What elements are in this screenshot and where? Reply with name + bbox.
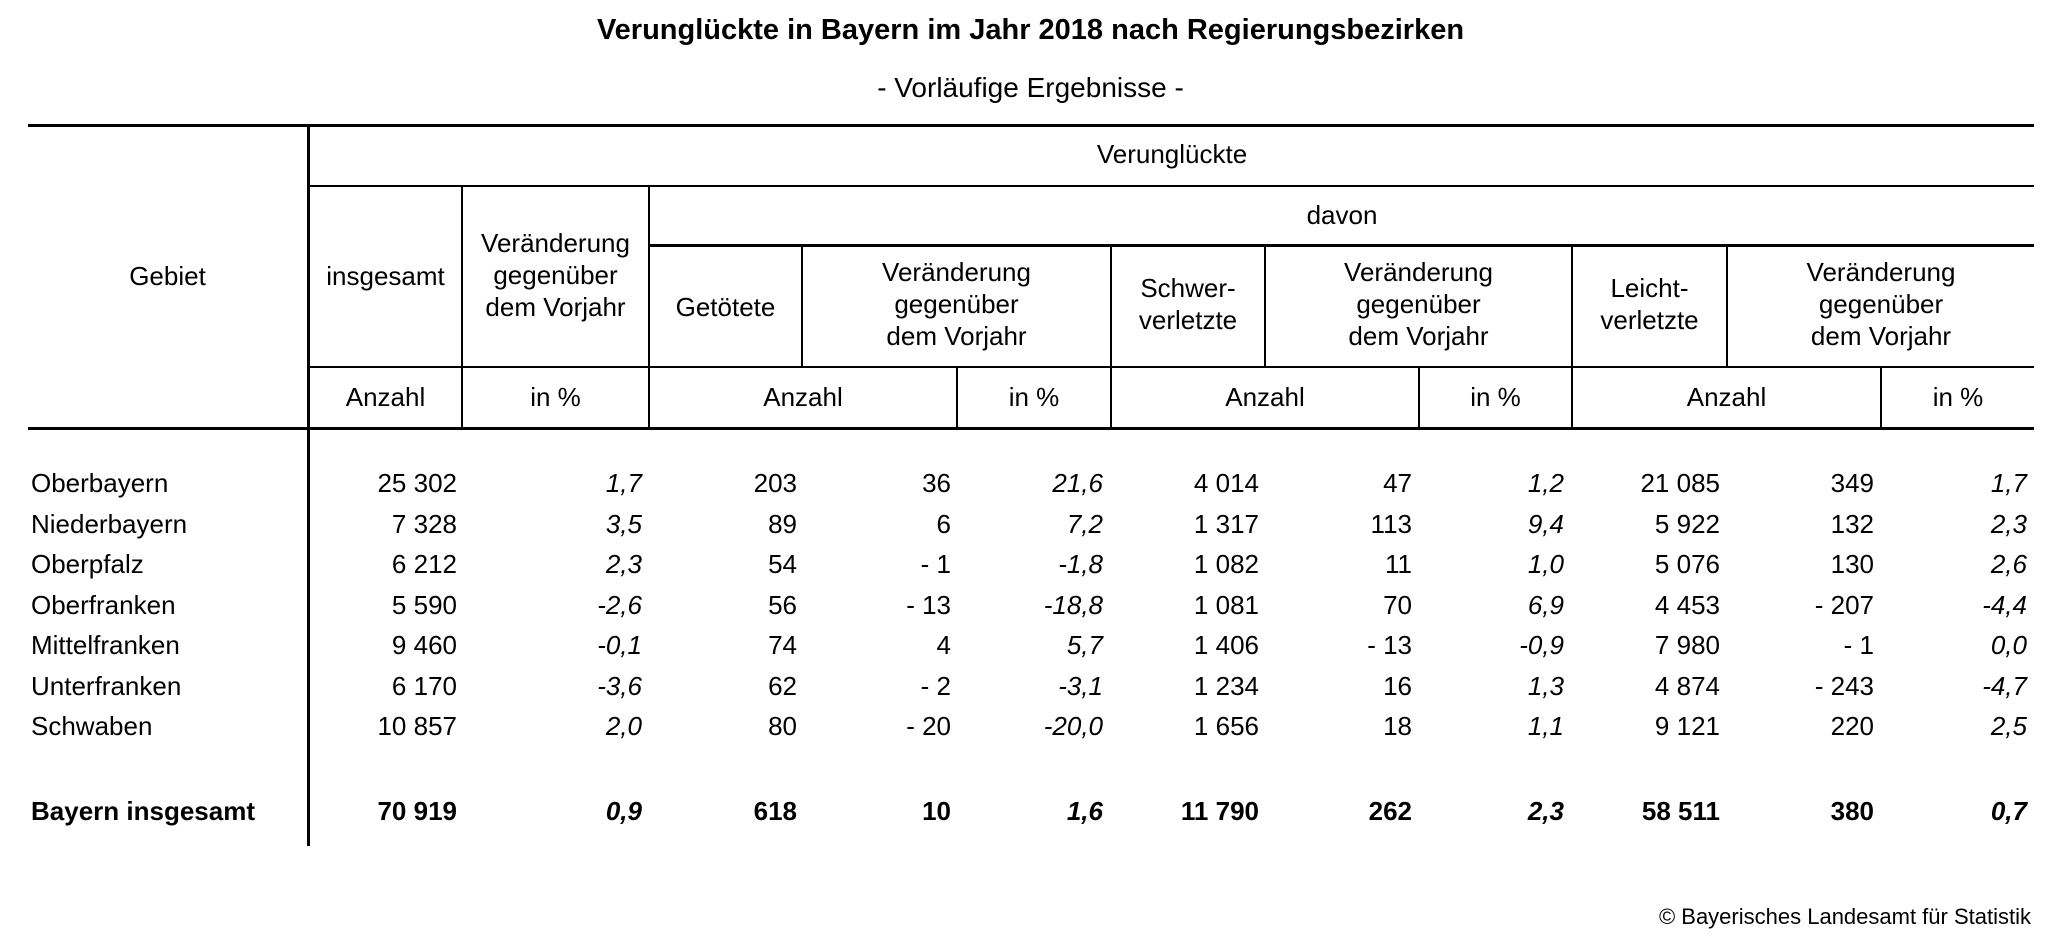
row-label: Unterfranken: [31, 671, 182, 701]
cell-get-pct: -20,0: [1043, 711, 1103, 741]
row-label: Oberfranken: [31, 590, 176, 620]
cell-getoetete: 89: [768, 509, 797, 539]
total-cell-insgesamt: 70 919: [377, 796, 457, 826]
cell-ins-pct: -2,6: [597, 590, 642, 620]
cell-schwer-pct: 1,2: [1527, 468, 1564, 498]
unit-pct-insgesamt: in %: [530, 382, 581, 412]
row-label: Schwaben: [31, 711, 153, 741]
cell-insgesamt: 25 302: [377, 468, 457, 498]
cell-schwer-diff: 11: [1385, 549, 1412, 579]
cell-schwer-pct: 1,1: [1527, 711, 1564, 741]
header-veraenderung-insgesamt: Veränderung gegenüber dem Vorjahr: [481, 228, 630, 322]
cell-get-diff: - 13: [906, 590, 951, 620]
header-davon: davon: [1306, 200, 1378, 230]
rule-units: [309, 366, 2034, 368]
header-getoetete: Getötete: [675, 292, 776, 322]
cell-leicht-pct: 0,0: [1990, 630, 2027, 660]
cell-ins-pct: 2,0: [605, 711, 642, 741]
cell-schwer: 1 081: [1193, 590, 1259, 620]
row-label: Mittelfranken: [31, 630, 180, 660]
cell-schwer-diff: - 13: [1367, 630, 1412, 660]
cell-schwer-pct: 1,3: [1527, 671, 1564, 701]
cell-getoetete: 203: [753, 468, 797, 498]
cell-getoetete: 56: [768, 590, 797, 620]
unit-anzahl-insgesamt: Anzahl: [345, 382, 426, 412]
cell-leicht-pct: 2,3: [1990, 509, 2027, 539]
total-cell-schwer-diff: 262: [1368, 796, 1412, 826]
header-leichtverletzte: Leicht- verletzte: [1600, 273, 1699, 335]
cell-insgesamt: 10 857: [377, 711, 457, 741]
cell-leicht: 9 121: [1654, 711, 1720, 741]
header-verunglueckte: Verunglückte: [1096, 139, 1248, 169]
cell-get-pct: -3,1: [1058, 671, 1103, 701]
cell-get-diff: 4: [936, 630, 951, 660]
total-cell-get-diff: 10: [922, 796, 951, 826]
cell-leicht-pct: 2,6: [1990, 549, 2027, 579]
row-label: Niederbayern: [31, 509, 188, 539]
cell-insgesamt: 6 170: [391, 671, 457, 701]
cell-schwer: 1 082: [1193, 549, 1259, 579]
cell-getoetete: 54: [768, 549, 797, 579]
cell-leicht-pct: -4,7: [1982, 671, 2027, 701]
row-label: Oberpfalz: [31, 549, 144, 579]
rule-header-bottom: [28, 427, 2034, 430]
cell-ins-pct: -3,6: [597, 671, 642, 701]
cell-schwer: 4 014: [1193, 468, 1259, 498]
header-veraenderung-schwer: Veränderung gegenüber dem Vorjahr: [1344, 257, 1493, 351]
cell-leicht-pct: 1,7: [1990, 468, 2027, 498]
header-schwerverletzte: Schwer- verletzte: [1138, 273, 1238, 335]
cell-ins-pct: 2,3: [605, 549, 642, 579]
cell-leicht-diff: - 1: [1843, 630, 1874, 660]
cell-get-diff: - 2: [920, 671, 951, 701]
cell-leicht-diff: - 207: [1814, 590, 1874, 620]
rule-davon: [650, 244, 2034, 247]
rule-gebiet-separator: [307, 124, 310, 846]
cell-insgesamt: 7 328: [391, 509, 457, 539]
total-cell-ins-pct: 0,9: [605, 796, 642, 826]
unit-anzahl-getoetete: Anzahl: [763, 382, 843, 412]
cell-insgesamt: 6 212: [391, 549, 457, 579]
cell-leicht: 5 076: [1654, 549, 1720, 579]
total-row-label: Bayern insgesamt: [31, 796, 255, 826]
cell-schwer: 1 406: [1193, 630, 1259, 660]
unit-pct-leicht: in %: [1932, 382, 1984, 412]
cell-get-pct: 7,2: [1066, 509, 1103, 539]
total-cell-leicht-diff: 380: [1830, 796, 1874, 826]
total-cell-schwer-pct: 2,3: [1527, 796, 1564, 826]
total-cell-get-pct: 1,6: [1066, 796, 1103, 826]
cell-leicht: 5 922: [1654, 509, 1720, 539]
rule-top: [28, 124, 2034, 127]
header-veraenderung-getoetete: Veränderung gegenüber dem Vorjahr: [882, 257, 1031, 351]
cell-leicht: 4 453: [1654, 590, 1720, 620]
cell-schwer-diff: 18: [1383, 711, 1412, 741]
cell-leicht-pct: 2,5: [1990, 711, 2027, 741]
cell-schwer-diff: 70: [1383, 590, 1412, 620]
cell-schwer-diff: 113: [1370, 509, 1412, 539]
total-cell-getoetete: 618: [753, 796, 797, 826]
row-label: Oberbayern: [31, 468, 169, 498]
unit-pct-schwer: in %: [1470, 382, 1521, 412]
cell-leicht: 7 980: [1654, 630, 1720, 660]
cell-get-pct: -1,8: [1058, 549, 1103, 579]
cell-get-diff: 6: [936, 509, 951, 539]
cell-ins-pct: -0,1: [597, 630, 642, 660]
total-cell-leicht-pct: 0,7: [1990, 796, 2027, 826]
cell-leicht: 4 874: [1654, 671, 1720, 701]
table-subtitle: - Vorläufige Ergebnisse -: [877, 72, 1184, 103]
cell-schwer-pct: 9,4: [1527, 509, 1564, 539]
cell-leicht-diff: 349: [1830, 468, 1874, 498]
cell-get-diff: - 20: [906, 711, 951, 741]
cell-schwer-diff: 47: [1383, 468, 1412, 498]
unit-anzahl-schwer: Anzahl: [1225, 382, 1305, 412]
cell-schwer-diff: 16: [1383, 671, 1412, 701]
cell-getoetete: 62: [768, 671, 797, 701]
cell-schwer: 1 656: [1193, 711, 1259, 741]
unit-pct-getoetete: in %: [1008, 382, 1060, 412]
cell-get-pct: 21,6: [1052, 468, 1103, 498]
cell-leicht-diff: 132: [1830, 509, 1874, 539]
rule-verunglueckte: [309, 185, 2034, 187]
cell-ins-pct: 3,5: [605, 509, 642, 539]
cell-ins-pct: 1,7: [605, 468, 642, 498]
cell-leicht-diff: 130: [1830, 549, 1874, 579]
cell-schwer-pct: -0,9: [1519, 630, 1564, 660]
cell-leicht: 21 085: [1640, 468, 1720, 498]
total-cell-leicht: 58 511: [1641, 796, 1720, 826]
header-veraenderung-leicht: Veränderung gegenüber dem Vorjahr: [1806, 257, 1956, 351]
cell-schwer-pct: 6,9: [1527, 590, 1564, 620]
cell-leicht-pct: -4,4: [1982, 590, 2027, 620]
cell-schwer: 1 317: [1193, 509, 1259, 539]
cell-schwer: 1 234: [1193, 671, 1259, 701]
cell-getoetete: 74: [768, 630, 797, 660]
cell-insgesamt: 5 590: [391, 590, 457, 620]
cell-get-diff: - 1: [920, 549, 951, 579]
cell-schwer-pct: 1,0: [1527, 549, 1564, 579]
cell-leicht-diff: 220: [1830, 711, 1874, 741]
table-title: Verunglückte in Bayern im Jahr 2018 nach Regierungsbezirken: [596, 14, 1465, 46]
copyright: © Bayerisches Landesamt für Statistik: [1658, 904, 2031, 929]
unit-anzahl-leicht: Anzahl: [1686, 382, 1767, 412]
header-insgesamt: insgesamt: [326, 261, 445, 291]
cell-insgesamt: 9 460: [391, 630, 457, 660]
cell-leicht-diff: - 243: [1814, 671, 1874, 701]
cell-get-pct: -18,8: [1043, 590, 1103, 620]
total-cell-schwer: 11 790: [1180, 796, 1259, 826]
cell-getoetete: 80: [768, 711, 797, 741]
header-gebiet: Gebiet: [129, 261, 206, 291]
cell-get-diff: 36: [922, 468, 951, 498]
cell-get-pct: 5,7: [1066, 630, 1103, 660]
